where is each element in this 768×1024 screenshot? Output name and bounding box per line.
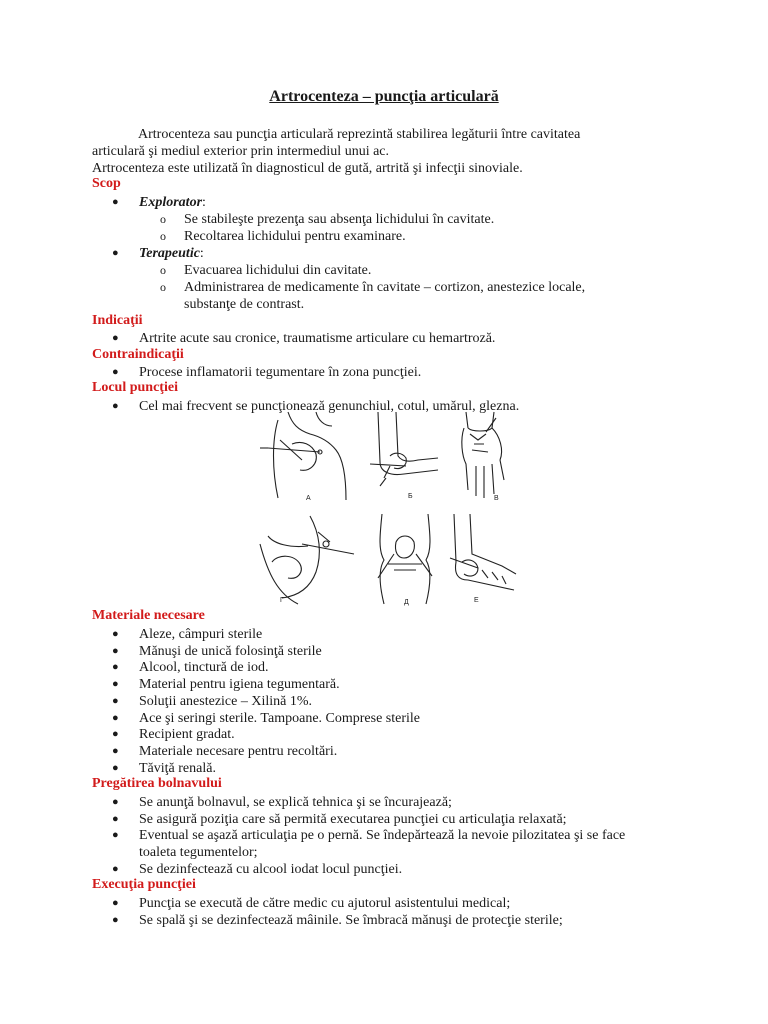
intro-line-3: Artrocenteza este utilizată în diagnosticul de gută, artrită şi infecţii sinoviale. xyxy=(92,161,523,176)
bullet-icon: ● xyxy=(112,661,119,673)
figure-label-g: Г xyxy=(280,597,284,604)
section-heading-executia: Execuţia puncţiei xyxy=(92,877,196,892)
bullet-icon: ● xyxy=(112,400,119,412)
bullet-icon: ● xyxy=(112,366,119,378)
section-heading-indicatii: Indicaţii xyxy=(92,313,143,328)
joint-puncture-illustrations xyxy=(258,410,518,606)
bullet-icon: ● xyxy=(112,762,119,774)
figure-label-b: Б xyxy=(408,493,413,500)
section-heading-materiale: Materiale necesare xyxy=(92,608,205,623)
section-heading-scop: Scop xyxy=(92,176,121,191)
bullet-icon: ● xyxy=(112,332,119,344)
bullet-icon: ● xyxy=(112,745,119,757)
circle-bullet-icon: o xyxy=(160,229,166,243)
terapeutic-label: Terapeutic xyxy=(139,246,200,261)
shoulder-puncture-figure xyxy=(258,410,348,502)
bullet-icon: ● xyxy=(112,914,119,926)
bullet-icon: ● xyxy=(112,645,119,657)
explorator-label: Explorator xyxy=(139,195,203,210)
circle-bullet-icon: o xyxy=(160,263,166,277)
section-heading-locul-punctiei: Locul puncţiei xyxy=(92,380,178,395)
ankle-puncture-figure xyxy=(448,514,518,606)
document-page: Artrocenteza – puncţia articulară Artrocenteza sau puncţia articulară reprezintă stabilirea legăturii între cavitatea articulară şi mediul exterior prin intermediul unui ac. Artrocenteza este utilizată în diagnosticul de gută, artrită şi infecţii sinoviale. Scop ● Explorator: o Se stabileşte prezenţa sau absenţa lichidului în cavitate. o Recoltarea lichidului pentru examinare. ● Terapeutic: o Evacuarea lichidului din cavitate. o Administrarea de medicamente în cavitate – cortizon, anestezice locale, substanţe de contrast. Indicaţii ● Artrite acute sau cronice, traumatisme articulare cu hemartroză. Contraindicaţii ● Procese inflamatorii tegumentare în zona puncţiei. Locul puncţiei ● Cel mai frecvent se puncţionează genunchiul, cotul, umărul, glezna. А Б В Г Д Е Materiale necesare ● Aleze, câmpuri sterile ● Mănuşi de unică folosinţă sterile ● Alcool, tinctură de iod. ● Material pentru igiena tegumentară. ● Soluţii anestezice – Xilină 1%. ● Ace şi seringi sterile. Tampoane. Comprese sterile ● Recipient gradat. ● Materiale necesare pentru recoltări. ● Tăviţă renală. Pregătirea bolnavului ● Se anunţă bolnavul, se explică tehnica şi se încurajează; ● Se asigură poziţia care să permită executarea puncţiei cu articulaţia relaxată; ● Eventual se aşază articulaţia pe o pernă. Se îndepărtează la nevoie pilozitatea şi se face toaleta tegumentelor; ● Se dezinfectează cu alcool iodat locul puncţiei. Execuţia puncţiei ● Puncţia se execută de către medic cu ajutorul asistentului medical; ● Se spală şi se dezinfectează mâinile. Se îmbracă mănuşi de protecţie sterile; xyxy=(0,0,768,1024)
bullet-icon: ● xyxy=(112,813,119,825)
bullet-icon: ● xyxy=(112,247,119,259)
bullet-icon: ● xyxy=(112,712,119,724)
document-title: Artrocenteza – puncţia articulară xyxy=(269,88,499,105)
figure-label-e: Е xyxy=(474,597,479,604)
hip-puncture-figure xyxy=(258,514,358,606)
intro-line-1: Artrocenteza sau puncţia articulară reprezintă stabilirea legăturii între cavitatea xyxy=(138,127,581,142)
bullet-icon: ● xyxy=(112,796,119,808)
figure-label-a: А xyxy=(306,495,311,502)
figure-label-v: В xyxy=(494,495,499,502)
bullet-icon: ● xyxy=(112,829,119,841)
bullet-icon: ● xyxy=(112,196,119,208)
figure-label-d: Д xyxy=(404,599,409,606)
bullet-icon: ● xyxy=(112,695,119,707)
section-heading-contraindicatii: Contraindicaţii xyxy=(92,347,184,362)
bullet-icon: ● xyxy=(112,897,119,909)
bullet-icon: ● xyxy=(112,628,119,640)
wrist-puncture-figure xyxy=(456,410,518,502)
intro-line-2: articulară şi mediul exterior prin intermediul unui ac. xyxy=(92,144,390,159)
circle-bullet-icon: o xyxy=(160,212,166,226)
section-heading-pregatirea: Pregătirea bolnavului xyxy=(92,776,222,791)
bullet-icon: ● xyxy=(112,678,119,690)
knee-puncture-figure xyxy=(374,514,444,606)
circle-bullet-icon: o xyxy=(160,280,166,294)
bullet-icon: ● xyxy=(112,728,119,740)
elbow-puncture-figure xyxy=(370,412,440,504)
bullet-icon: ● xyxy=(112,863,119,875)
